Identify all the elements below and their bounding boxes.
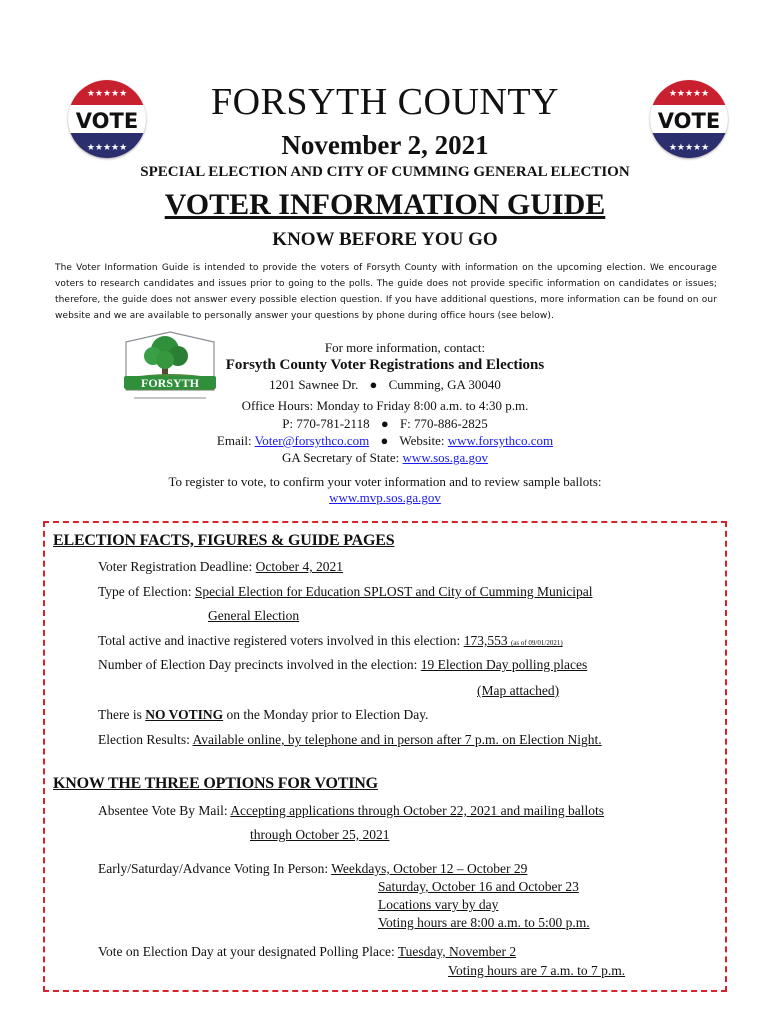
absentee-line2: through October 25, 2021 (250, 827, 390, 842)
know-before-you-go: KNOW BEFORE YOU GO (272, 229, 498, 250)
email-label: Email: (216, 433, 252, 448)
deadline-value: October 4, 2021 (255, 559, 343, 574)
eday-line2: Voting hours are 7 a.m. to 7 p.m. (448, 963, 626, 978)
vote-badge-right-label: VOTE (657, 109, 721, 133)
vote-badge-left-label: VOTE (75, 109, 139, 133)
email-link[interactable]: Voter@forsythco.com (254, 433, 370, 448)
type-value-line2: General Election (208, 608, 300, 623)
fax-number: F: 770-886-2825 (399, 416, 488, 431)
phone-fax: P: 770-781-2118 ● F: 770-886-2825 (282, 416, 488, 431)
results-label: Election Results: (98, 732, 190, 747)
early-line-1: Saturday, October 16 and October 23 (378, 879, 579, 894)
office-address: 1201 Sawnee Dr. ● Cumming, GA 30040 (269, 377, 501, 392)
voters-value: 173,553 (as of 09/01/2021) (463, 633, 563, 648)
office-city: Cumming, GA 30040 (388, 377, 501, 392)
intro-paragraph: The Voter Information Guide is intended to provide the voters of Forsyth County with information on the upcoming election. We encourage voters to research candidates and issues prior to going to the polls. The guide does not provide specific information on candidates or issues; therefore, the guide does not answer every possible election question. If you have additional questions, more information can be found on our website and we are available to personally answer your questions by phone during office hours (see below). (55, 263, 717, 321)
voters-asof: (as of 09/01/2021) (510, 639, 563, 647)
absentee-option (98, 803, 604, 819)
absentee-label: Absentee Vote By Mail: (98, 803, 228, 818)
eday-line1: Tuesday, November 2 (397, 944, 517, 959)
options-heading: KNOW THE THREE OPTIONS FOR VOTING (53, 775, 378, 792)
early-line-3: Voting hours are 8:00 a.m. to 5:00 p.m. (378, 915, 590, 930)
email-website: Email: Voter@forsythco.com ● Website: www.forsythco.com (216, 433, 554, 448)
facts-heading: ELECTION FACTS, FIGURES & GUIDE PAGES (53, 532, 395, 549)
no-voting-note: There is NO VOTING on the Monday prior to Election Day. (98, 707, 429, 722)
logo-text: FORSYTH (140, 376, 200, 390)
sos-label: GA Secretary of State: (281, 450, 400, 465)
precincts-label: Number of Election Day precincts involved in the election: (98, 657, 418, 672)
results-value: Available online, by telephone and in person after 7 p.m. on Election Night. (192, 732, 602, 747)
mvp-link[interactable]: www.mvp.sos.ga.gov (329, 490, 441, 505)
map-attached: (Map attached) (477, 683, 560, 698)
svg-text:★★★★★: ★★★★★ (668, 143, 710, 153)
svg-text:★★★★★: ★★★★★ (668, 89, 710, 99)
mvp-line (0, 490, 770, 506)
registration-deadline (98, 559, 343, 575)
early-line-0: Weekdays, October 12 – October 29 (331, 861, 528, 876)
early-voting-option (98, 861, 527, 877)
early-line-2: Locations vary by day (378, 897, 499, 912)
sos-line (0, 450, 770, 466)
svg-text:★★★★★: ★★★★★ (86, 143, 128, 153)
contact-intro: For more information, contact: (324, 340, 486, 355)
early-label: Early/Saturday/Advance Voting In Person: (98, 861, 329, 876)
type-value-line1: Special Election for Education SPLOST and City of Cumming Municipal (194, 584, 593, 599)
precincts-value: 19 Election Day polling places (420, 657, 588, 672)
sos-link[interactable]: www.sos.ga.gov (402, 450, 489, 465)
type-label: Type of Election: (98, 584, 192, 599)
precincts (98, 657, 587, 673)
website-label: Website: (399, 433, 445, 448)
office-hours: Office Hours: Monday to Friday 8:00 a.m. to 4:30 p.m. (241, 398, 529, 413)
deadline-label: Voter Registration Deadline: (98, 559, 253, 574)
election-name: SPECIAL ELECTION AND CITY OF CUMMING GENERAL ELECTION (140, 164, 630, 180)
website-link[interactable]: www.forsythco.com (447, 433, 554, 448)
county-title: FORSYTH COUNTY (211, 81, 559, 123)
office-street: 1201 Sawnee Dr. (269, 377, 359, 392)
registered-voters (98, 633, 563, 649)
svg-text:★★★★★: ★★★★★ (86, 89, 128, 99)
absentee-line1: Accepting applications through October 22, 2021 and mailing ballots (230, 803, 605, 818)
office-name: Forsyth County Voter Registrations and Elections (225, 357, 545, 373)
election-date: November 2, 2021 (281, 130, 489, 160)
voters-label: Total active and inactive registered voters involved in this election: (98, 633, 461, 648)
election-type (98, 584, 592, 600)
election-day-option (98, 944, 516, 960)
guide-title: VOTER INFORMATION GUIDE (164, 188, 606, 221)
election-results (98, 732, 602, 748)
eday-label: Vote on Election Day at your designated Polling Place: (98, 944, 395, 959)
register-text: To register to vote, to confirm your voter information and to review sample ballots: (168, 474, 602, 489)
no-voting-emphasis: NO VOTING (145, 707, 224, 722)
phone-number: P: 770-781-2118 (282, 416, 370, 431)
